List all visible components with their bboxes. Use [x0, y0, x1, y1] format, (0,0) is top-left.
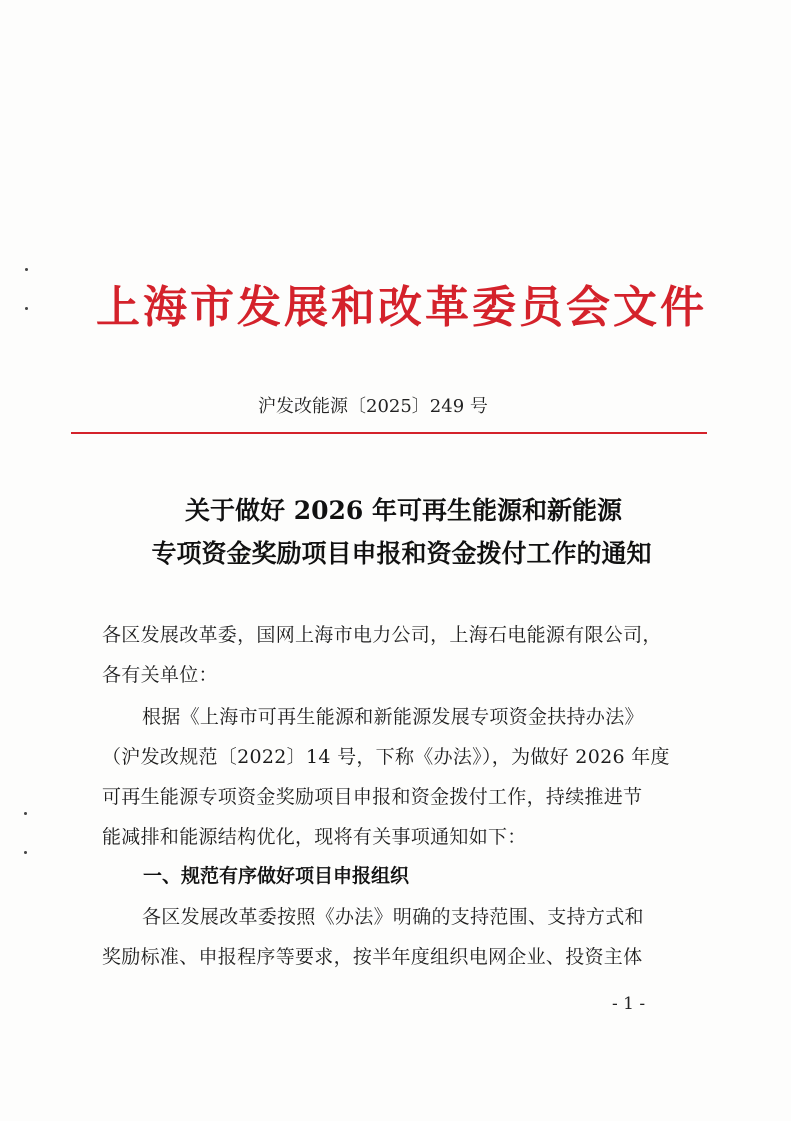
scan-mark [24, 851, 27, 854]
notice-title-line-1: 关于做好 2026 年可再生能源和新能源 [185, 496, 622, 525]
addressee-line-1: 各区发展改革委，国网上海市电力公司，上海石电能源有限公司， [102, 624, 662, 646]
red-divider [71, 432, 707, 434]
document-number: 沪发改能源〔2025〕249 号 [258, 396, 488, 417]
issuer-title: 上海市发展和改革委员会文件 [96, 282, 707, 333]
scan-mark [25, 307, 28, 310]
paragraph-2-line: 奖励标准、申报程序等要求，按半年度组织电网企业、投资主体 [102, 946, 643, 968]
paragraph-1-line: 可再生能源专项资金奖励项目申报和资金拨付工作，持续推进节 [102, 786, 643, 808]
paragraph-1-line: （沪发改规范〔2022〕14 号，下称《办法》），为做好 2026 年度 [102, 746, 670, 768]
paragraph-1-line: 能减排和能源结构优化，现将有关事项通知如下： [102, 826, 527, 848]
scan-mark [25, 268, 28, 271]
section-1-heading: 一、规范有序做好项目申报组织 [143, 865, 410, 887]
paragraph-2-line: 各区发展改革委按照《办法》明确的支持范围、支持方式和 [142, 906, 644, 928]
notice-title-line-2: 专项资金奖励项目申报和资金拨付工作的通知 [151, 539, 652, 568]
page-number: - 1 - [612, 994, 646, 1014]
addressee-line-2: 各有关单位： [102, 664, 218, 686]
scan-mark [24, 812, 27, 815]
paragraph-1-line: 根据《上海市可再生能源和新能源发展专项资金扶持办法》 [142, 706, 644, 728]
